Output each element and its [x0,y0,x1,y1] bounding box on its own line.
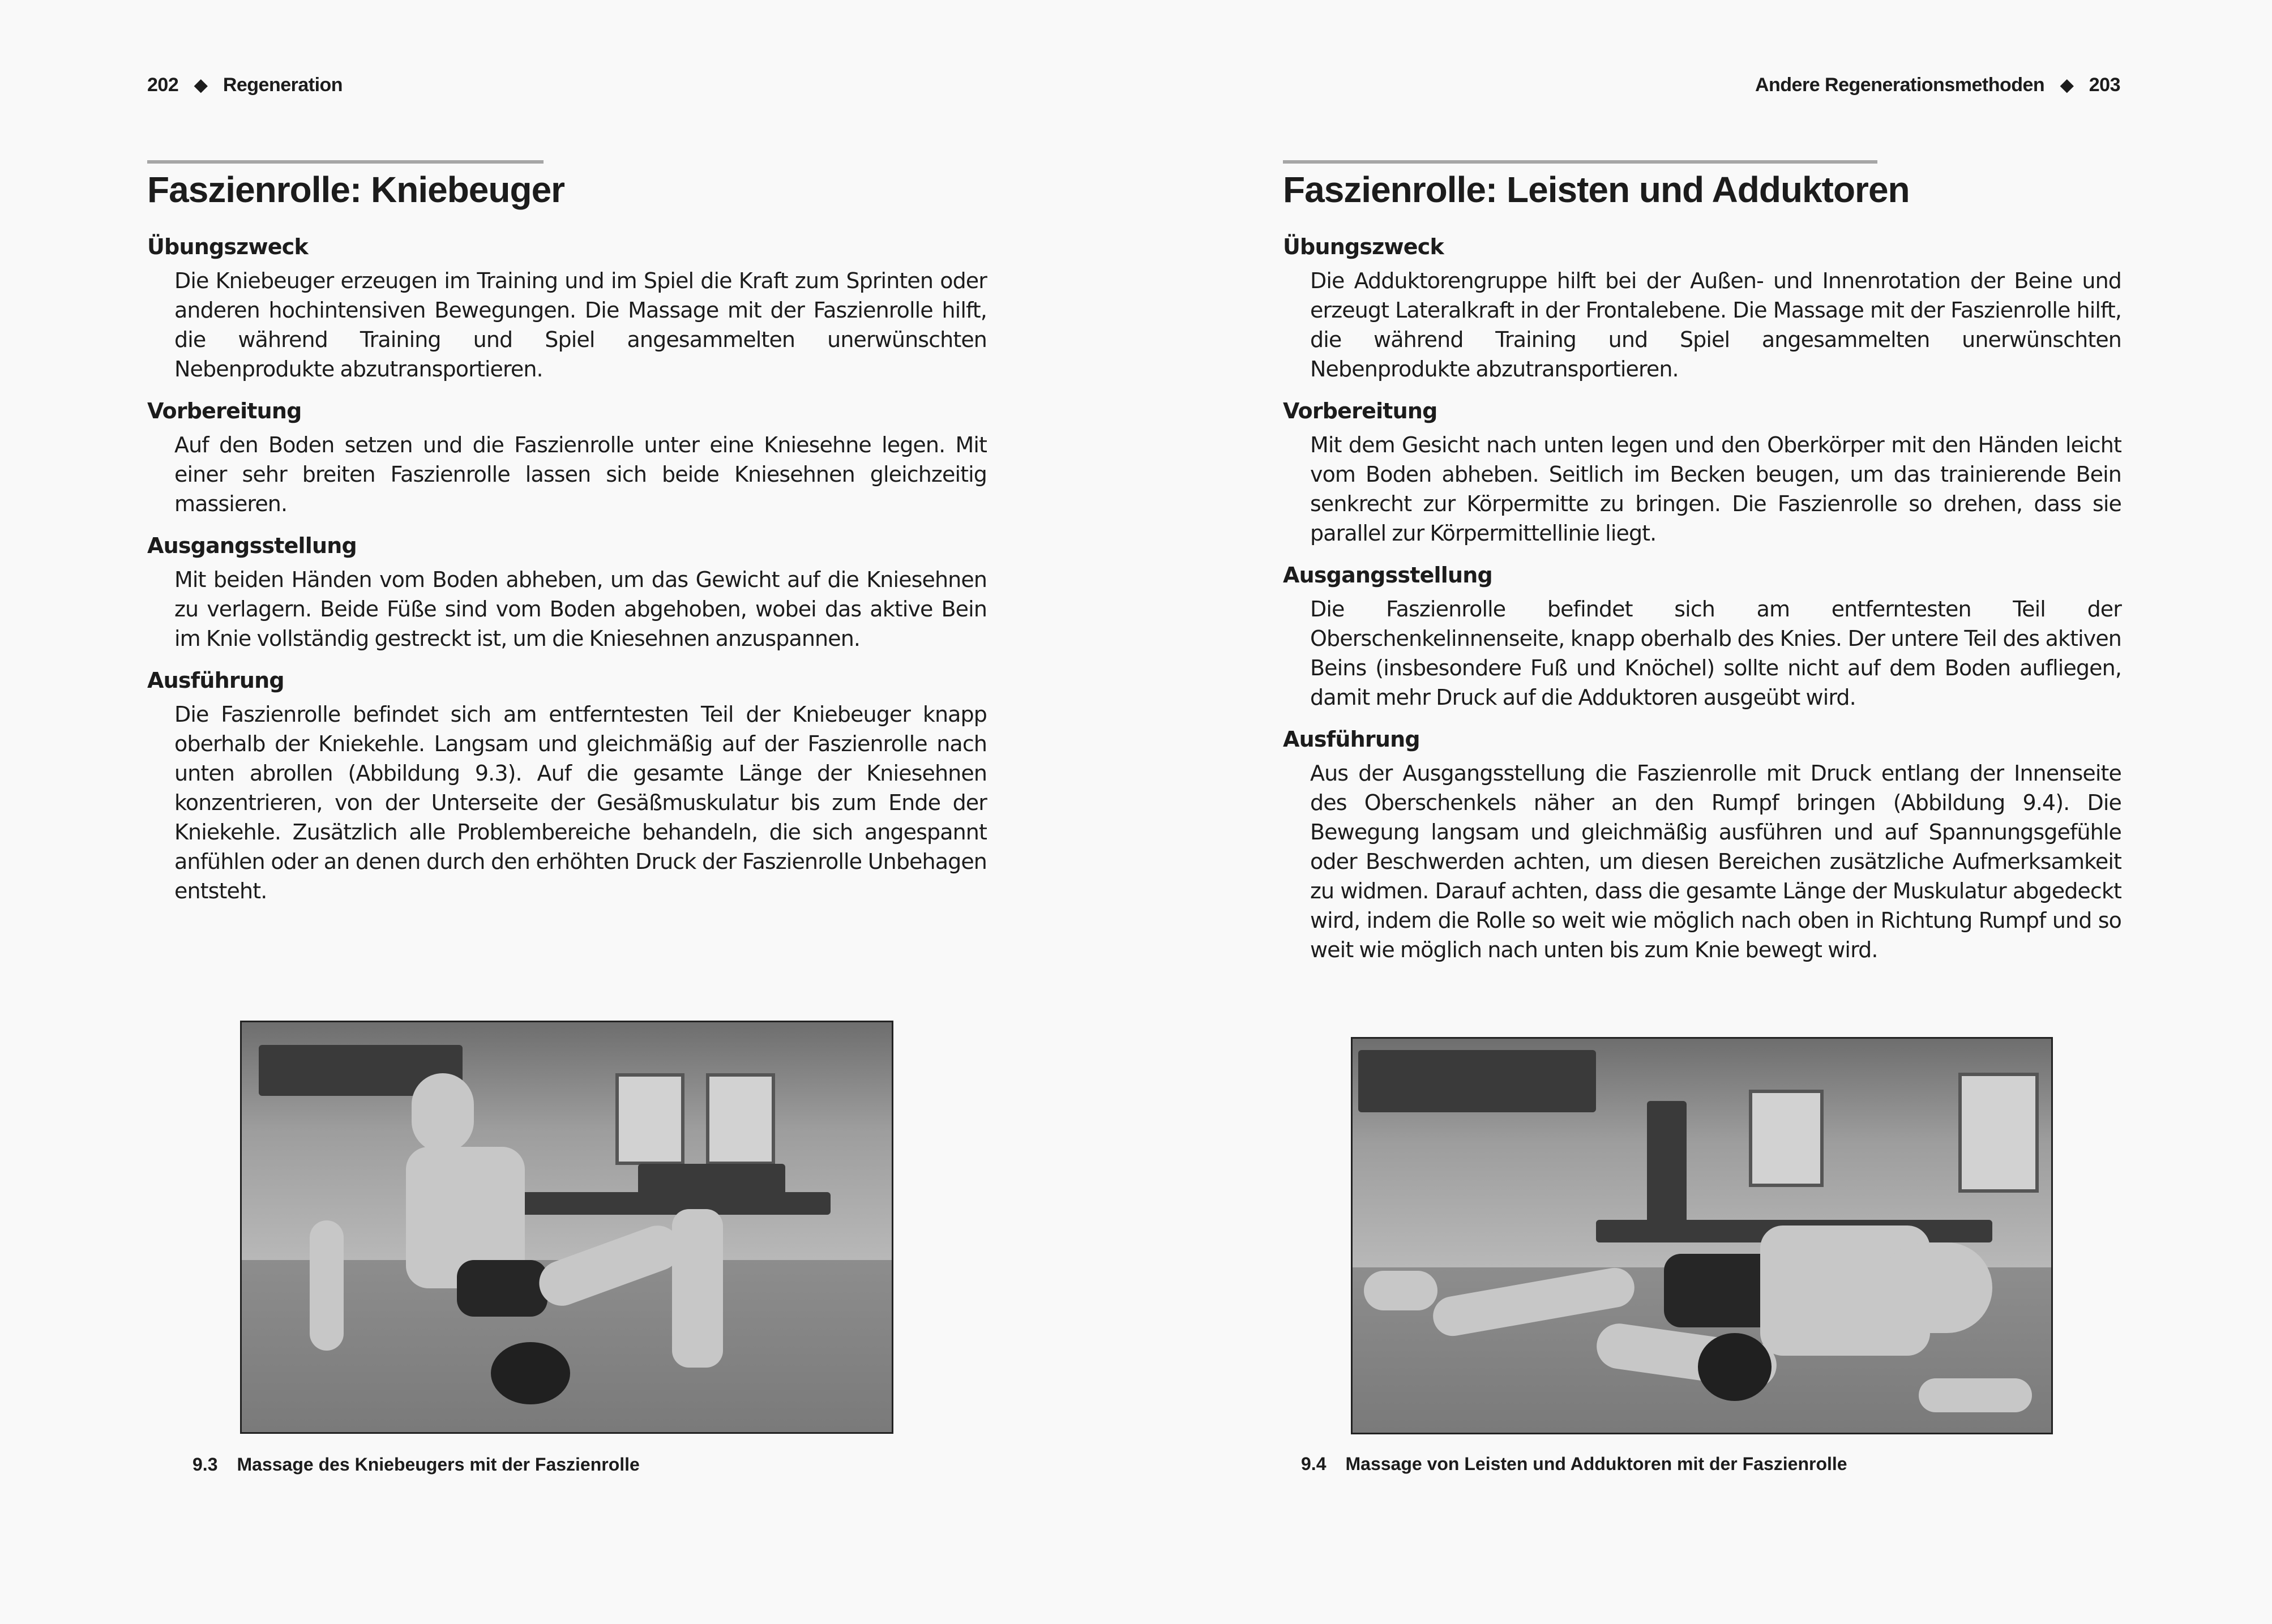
content-left [147,232,987,918]
figure-number-left: 9.3 [192,1454,218,1475]
subheading-ausgangsstellung: Ausgangsstellung [147,533,357,558]
subheading-vorbereitung: Vorbereitung [1283,398,1437,423]
figure-caption-right [1301,1452,1847,1475]
figure-caption-left [192,1453,640,1476]
title-rule-left [147,160,544,164]
paragraph-ausgangsstellung: Die Faszienrolle befindet sich am entferntesten Teil der Oberschenkelinnenseite, knapp oberhalb des Knies. Der untere Teil des aktiven Beins (insbesondere Fuß und Knöchel) sollte nicht auf dem Boden aufliegen, damit mehr Druck auf die Adduktoren ausgeübt wird. [1310,597,2121,710]
section-title-right: Faszienrolle: Leisten und Adduktoren [1283,169,1910,210]
section-title-left: Faszienrolle: Kniebeuger [147,169,565,210]
diamond-separator-icon: ◆ [2060,75,2073,95]
page-number-right: 203 [2089,74,2120,96]
paragraph-vorbereitung: Mit dem Gesicht nach unten legen und den Oberkörper mit den Händen leicht vom Boden abheben. Seitlich im Becken beugen, um das trainierende Bein senkrecht zur Körpermitte zu bringen. Die Faszienrolle so drehen, dass sie parallel zur Körpermittellinie liegt. [1310,432,2121,546]
paragraph-uebungszweck: Die Adduktorengruppe hilft bei der Außen- und Innenrotation der Beine und erzeugt Lateralkraft in der Frontalebene. Die Massage mit der Faszienrolle hilft, die während Training und Spiel angesammelten unerwünschten Nebenprodukte abzutransportieren. [1310,268,2121,382]
running-head-left [147,72,343,97]
paragraph-ausfuehrung: Aus der Ausgangsstellung die Faszienrolle mit Druck entlang der Innenseite des Oberschenkels näher an den Rumpf bringen (Abbildung 9.4). Die Bewegung langsam und gleichmäßig ausführen und auf Spannungsgefühle oder Beschwerden achten, um diesen Bereichen zusätzliche Aufmerksamkeit zu widmen. Darauf achten, dass die gesamte Länge der Muskulatur abgedeckt wird, indem die Rolle so weit wie möglich nach oben in Richtung Rumpf und so weit wie möglich nach unten bis zum Knie bewegt wird. [1310,761,2121,962]
figure-9-4-photo [1351,1037,2053,1434]
subheading-uebungszweck: Übungszweck [147,234,308,259]
paragraph-uebungszweck: Die Kniebeuger erzeugen im Training und im Spiel die Kraft zum Sprinten oder anderen hochintensiven Bewegungen. Die Massage mit der Faszienrolle hilft, die während Training und Spiel angesammelten unerwünschten Nebenprodukte abzutransportieren. [174,268,987,382]
page-number-left: 202 [147,74,179,96]
figure-caption-text-right: Massage von Leisten und Adduktoren mit der Faszienrolle [1345,1454,1847,1474]
figure-caption-text-left: Massage des Kniebeugers mit der Faszienrolle [237,1454,640,1475]
subheading-uebungszweck: Übungszweck [1283,234,1444,259]
running-head-right [1755,72,2120,97]
running-title-left: Regeneration [223,74,343,96]
subheading-ausfuehrung: Ausführung [147,668,284,693]
subheading-ausgangsstellung: Ausgangsstellung [1283,563,1492,588]
paragraph-ausgangsstellung: Mit beiden Händen vom Boden abheben, um das Gewicht auf die Kniesehnen zu verlagern. Beide Füße sind vom Boden abgehoben, wobei das aktive Bein im Knie vollständig gestreckt ist, um die Kniesehnen anzuspannen. [174,567,987,651]
right-page [1136,0,2272,1624]
figure-number-right: 9.4 [1301,1454,1327,1474]
diamond-separator-icon: ◆ [194,75,207,95]
title-rule-right [1283,160,1877,164]
paragraph-ausfuehrung: Die Faszienrolle befindet sich am entferntesten Teil der Kniebeuger knapp oberhalb der Kniekehle. Langsam und gleichmäßig auf der Faszienrolle nach unten abrollen (Abbildung 9.3). Auf die gesamte Länge der Kniesehnen konzentrieren, von der Unterseite der Gesäßmuskulatur bis zum Ende der Kniekehle. Zusätzlich alle Problembereiche behandeln, die sich angespannt anfühlen oder an denen durch den erhöhten Druck der Faszienrolle Unbehagen entsteht. [174,702,987,903]
paragraph-vorbereitung: Auf den Boden setzen und die Faszienrolle unter eine Kniesehne legen. Mit einer sehr breiten Faszienrolle lassen sich beide Kniesehnen gleichzeitig massieren. [174,432,987,516]
content-right [1283,232,2121,977]
subheading-vorbereitung: Vorbereitung [147,398,302,423]
subheading-ausfuehrung: Ausführung [1283,727,1420,752]
figure-9-3-photo [240,1021,893,1434]
running-title-right: Andere Regenerationsmethoden [1755,74,2045,96]
